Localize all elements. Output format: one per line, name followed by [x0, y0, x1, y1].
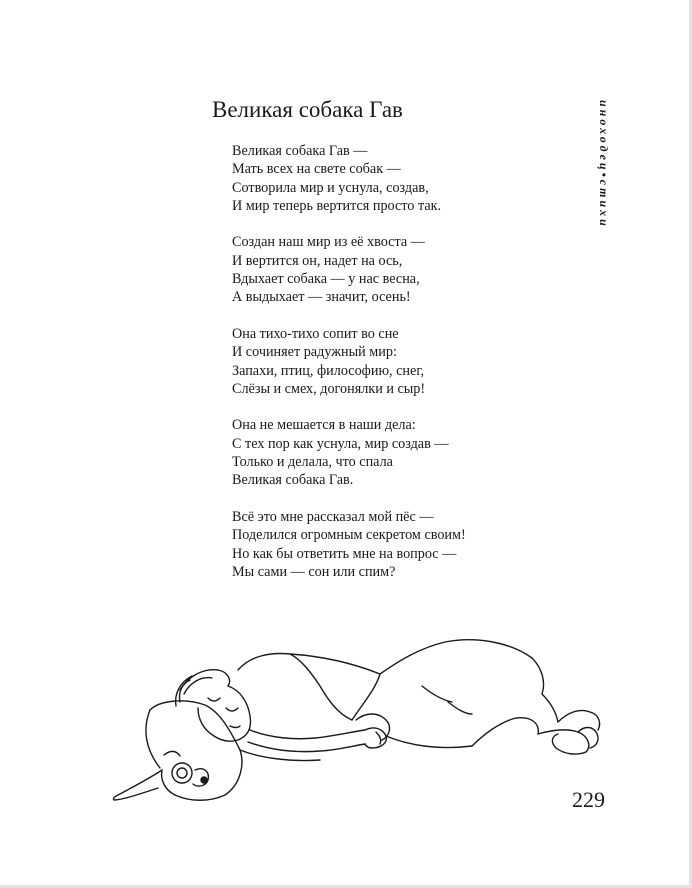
stanza — [232, 508, 466, 581]
poem-line: Создан наш мир из её хвоста — — [232, 234, 425, 251]
poem-line: С тех пор как уснула, мир создав — — [232, 435, 449, 452]
poem-line: Но как бы ответить мне на вопрос — — [232, 545, 457, 562]
poem-line: Только и делала, что спала — [232, 454, 393, 471]
poem-line: И сочиняет радужный мир: — [232, 344, 397, 361]
stanza — [232, 325, 466, 398]
stanza — [232, 142, 466, 215]
poem-line: Мать всех на свете собак — — [232, 161, 401, 178]
poem-body — [232, 142, 466, 599]
poem-line: И мир теперь вертится просто так. — [232, 197, 442, 214]
poem-line: Великая собака Гав. — [232, 472, 354, 489]
running-head — [595, 100, 615, 280]
poem-line: Вдыхает собака — у нас весна, — [232, 271, 420, 288]
poem-line: Слёзы и смех, догонялки и сыр! — [232, 380, 426, 397]
poem-line: Великая собака Гав — — [232, 143, 368, 159]
page-number: 229 — [572, 787, 605, 812]
running-head-text: иноходец•стихи — [597, 100, 611, 229]
poem-line: А выдыхает — значит, осень! — [232, 289, 411, 306]
poem-title: Великая собака Гав — [212, 97, 403, 122]
poem-line: Всё это мне рассказал мой пёс — — [232, 508, 434, 525]
poem-line: Она тихо-тихо сопит во сне — [232, 325, 399, 342]
poem-line: Мы сами — сон или спим? — [232, 563, 396, 580]
sleeping-figure-illustration — [80, 590, 610, 830]
poem-line: Запахи, птиц, философию, снег, — [232, 362, 425, 379]
stanza — [232, 416, 466, 489]
poem-line: Поделился огромным секретом своим! — [232, 527, 466, 544]
poem-line: Она не мешается в наши дела: — [232, 417, 416, 434]
stanza — [232, 233, 466, 306]
poem-line: И вертится он, надет на ось, — [232, 252, 403, 269]
poem-line: Сотворила мир и уснула, создав, — [232, 179, 429, 196]
